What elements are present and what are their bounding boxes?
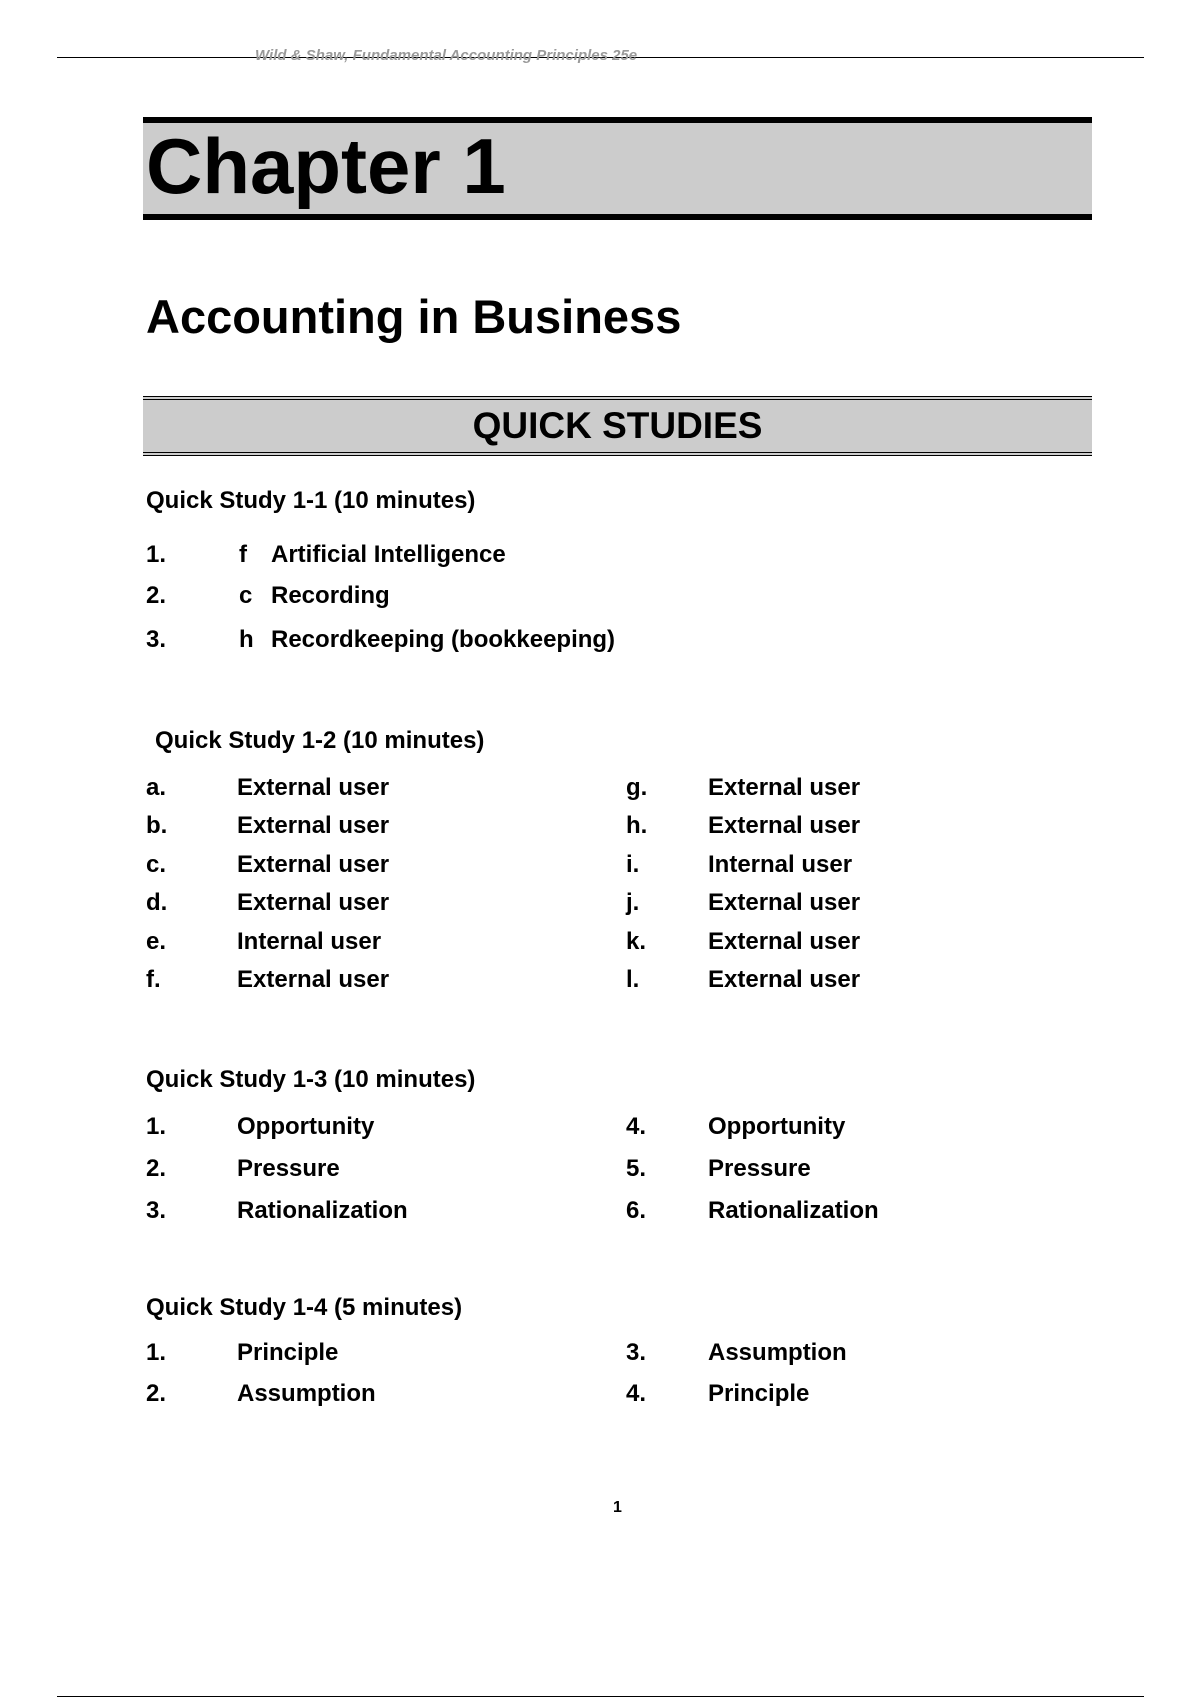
qs2-label: g. xyxy=(626,774,648,801)
qs2-answer: External user xyxy=(708,928,861,955)
running-header: Wild & Shaw, Fundamental Accounting Principles 25e xyxy=(255,47,638,64)
qs2-answer: External user xyxy=(237,774,390,801)
qs1-item-text: Artificial Intelligence xyxy=(271,541,506,568)
qs4-label: 4. xyxy=(626,1380,647,1407)
qs2-label: j. xyxy=(626,889,640,916)
page-number: 1 xyxy=(613,1499,622,1516)
qs2-answer: External user xyxy=(708,966,861,993)
qs4-title: Quick Study 1-4 (5 minutes) xyxy=(146,1294,463,1321)
qs2-label: e. xyxy=(146,928,167,955)
qs1-item-text: Recordkeeping (bookkeeping) xyxy=(271,626,616,653)
qs3-answer: Opportunity xyxy=(708,1113,846,1140)
qs2-label: d. xyxy=(146,889,168,916)
qs2-answer: External user xyxy=(237,889,390,916)
qs2-label: h. xyxy=(626,812,648,839)
qs2-label: f. xyxy=(146,966,161,993)
qs3-label: 4. xyxy=(626,1113,647,1140)
qs1-item-number: 2. xyxy=(146,582,167,609)
qs3-label: 3. xyxy=(146,1197,167,1224)
qs3-answer: Rationalization xyxy=(237,1197,408,1224)
qs3-answer: Rationalization xyxy=(708,1197,879,1224)
qs2-label: c. xyxy=(146,851,167,878)
qs2-answer: External user xyxy=(708,812,861,839)
qs3-answer: Pressure xyxy=(237,1155,340,1182)
qs1-item-number: 3. xyxy=(146,626,167,653)
qs4-answer: Assumption xyxy=(237,1380,376,1407)
chapter-banner xyxy=(143,117,1092,220)
qs4-answer: Principle xyxy=(237,1339,339,1366)
qs3-answer: Opportunity xyxy=(237,1113,375,1140)
quick-studies-banner xyxy=(143,396,1092,456)
qs2-label: l. xyxy=(626,966,640,993)
qs4-label: 3. xyxy=(626,1339,647,1366)
qs4-answer: Assumption xyxy=(708,1339,847,1366)
qs2-answer: External user xyxy=(708,889,861,916)
qs2-answer: External user xyxy=(237,812,390,839)
qs4-label: 2. xyxy=(146,1380,167,1407)
qs1-item-letter: c xyxy=(239,582,253,609)
qs2-label: a. xyxy=(146,774,167,801)
qs4-label: 1. xyxy=(146,1339,167,1366)
qs1-item-text: Recording xyxy=(271,582,390,609)
qs2-title: Quick Study 1-2 (10 minutes) xyxy=(155,727,485,754)
footer-rule xyxy=(57,1696,1144,1697)
qs2-answer: Internal user xyxy=(237,928,382,955)
chapter-subtitle: Accounting in Business xyxy=(146,290,682,343)
qs3-label: 5. xyxy=(626,1155,647,1182)
qs2-answer: Internal user xyxy=(708,851,853,878)
qs2-answer: External user xyxy=(237,966,390,993)
qs1-item-number: 1. xyxy=(146,541,167,568)
qs3-answer: Pressure xyxy=(708,1155,811,1182)
qs4-answer: Principle xyxy=(708,1380,810,1407)
qs2-answer: External user xyxy=(237,851,390,878)
qs3-label: 1. xyxy=(146,1113,167,1140)
qs2-label: b. xyxy=(146,812,168,839)
quick-studies-title: QUICK STUDIES xyxy=(472,405,763,446)
qs2-label: i. xyxy=(626,851,640,878)
qs3-label: 2. xyxy=(146,1155,167,1182)
qs2-label: k. xyxy=(626,928,647,955)
qs2-answer: External user xyxy=(708,774,861,801)
qs3-label: 6. xyxy=(626,1197,647,1224)
qs1-title: Quick Study 1-1 (10 minutes) xyxy=(146,487,476,514)
qs1-item-letter: h xyxy=(239,626,254,653)
qs1-item-letter: f xyxy=(239,541,247,568)
chapter-title: Chapter 1 xyxy=(146,122,506,210)
qs3-title: Quick Study 1-3 (10 minutes) xyxy=(146,1066,476,1093)
